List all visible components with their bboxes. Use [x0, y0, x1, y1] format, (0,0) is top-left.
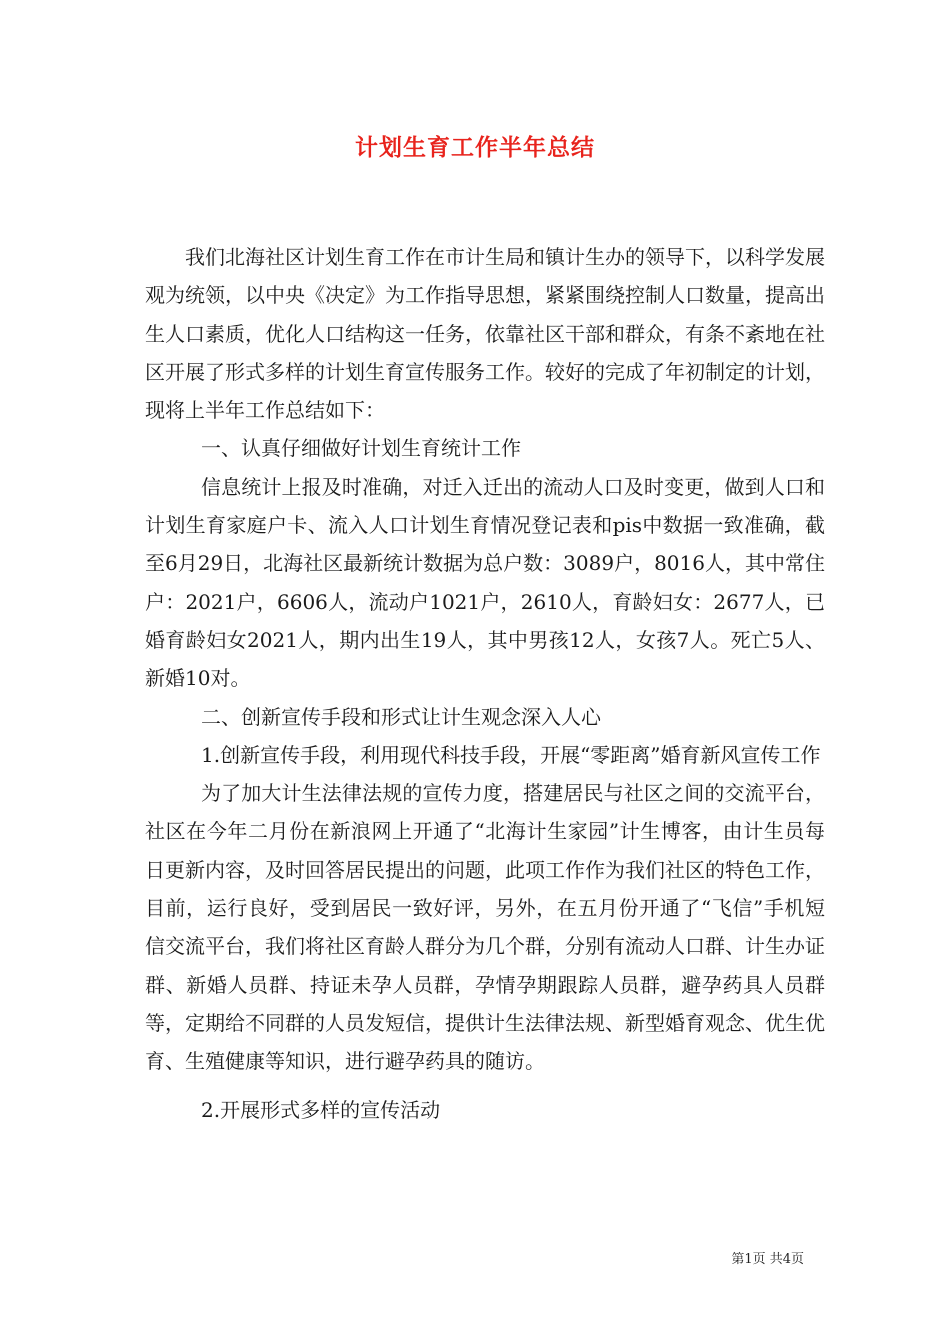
statistics-paragraph: 信息统计上报及时准确，对迁入迁出的流动人口及时变更，做到人口和计划生育家庭户卡、流入人口计划生育情况登记表和pis中数据一致准确，截至6月29日，北海社区最新统计数据为总户数：3089户，8016人，其中常住户：2021户，6606人，流动户1021户，2610人，育龄妇女：2677人，已婚育龄妇女2021人，期内出生19人，其中男孩12人，女孩7人。死亡5人、新婚10对。 — [145, 474, 825, 691]
page-number: 第1页 共4页 — [731, 1252, 804, 1267]
section-heading-2: 二、创新宣传手段和形式让计生观念深入人心 — [201, 704, 601, 729]
subsection-heading-2: 2.开展形式多样的宣传活动 — [201, 1097, 441, 1122]
publicity-paragraph: 为了加大计生法律法规的宣传力度，搭建居民与社区之间的交流平台，社区在今年二月份在新浪网上开通了“北海计生家园”计生博客，由计生员每日更新内容，及时回答居民提出的问题，此项工作作为我们社区的特色工作，目前，运行良好，受到居民一致好评，另外，在五月份开通了“飞信”手机短信交流平台，我们将社区育龄人群分为几个群，分别有流动人口群、计生办证群、新婚人员群、持证未孕人员群，孕情孕期跟踪人员群，避孕药具人员群等，定期给不同群的人员发短信，提供计生法律法规、新型婚育观念、优生优育、生殖健康等知识，进行避孕药具的随访。 — [145, 781, 825, 1074]
document-title: 计划生育工作半年总结 — [355, 134, 595, 161]
subsection-heading-1: 1.创新宣传手段，利用现代科技手段，开展“零距离”婚育新风宣传工作 — [201, 742, 821, 767]
intro-paragraph: 我们北海社区计划生育工作在市计生局和镇计生办的领导下，以科学发展观为统领，以中央《决定》为工作指导思想，紧紧围绕控制人口数量，提高出生人口素质，优化人口结构这一任务，依靠社区干部和群众，有条不紊地在社区开展了形式多样的计划生育宣传服务工作。较好的完成了年初制定的计划，现将上半年工作总结如下： — [145, 245, 825, 423]
section-heading-1: 一、认真仔细做好计划生育统计工作 — [201, 436, 521, 461]
document-body — [145, 238, 825, 1129]
